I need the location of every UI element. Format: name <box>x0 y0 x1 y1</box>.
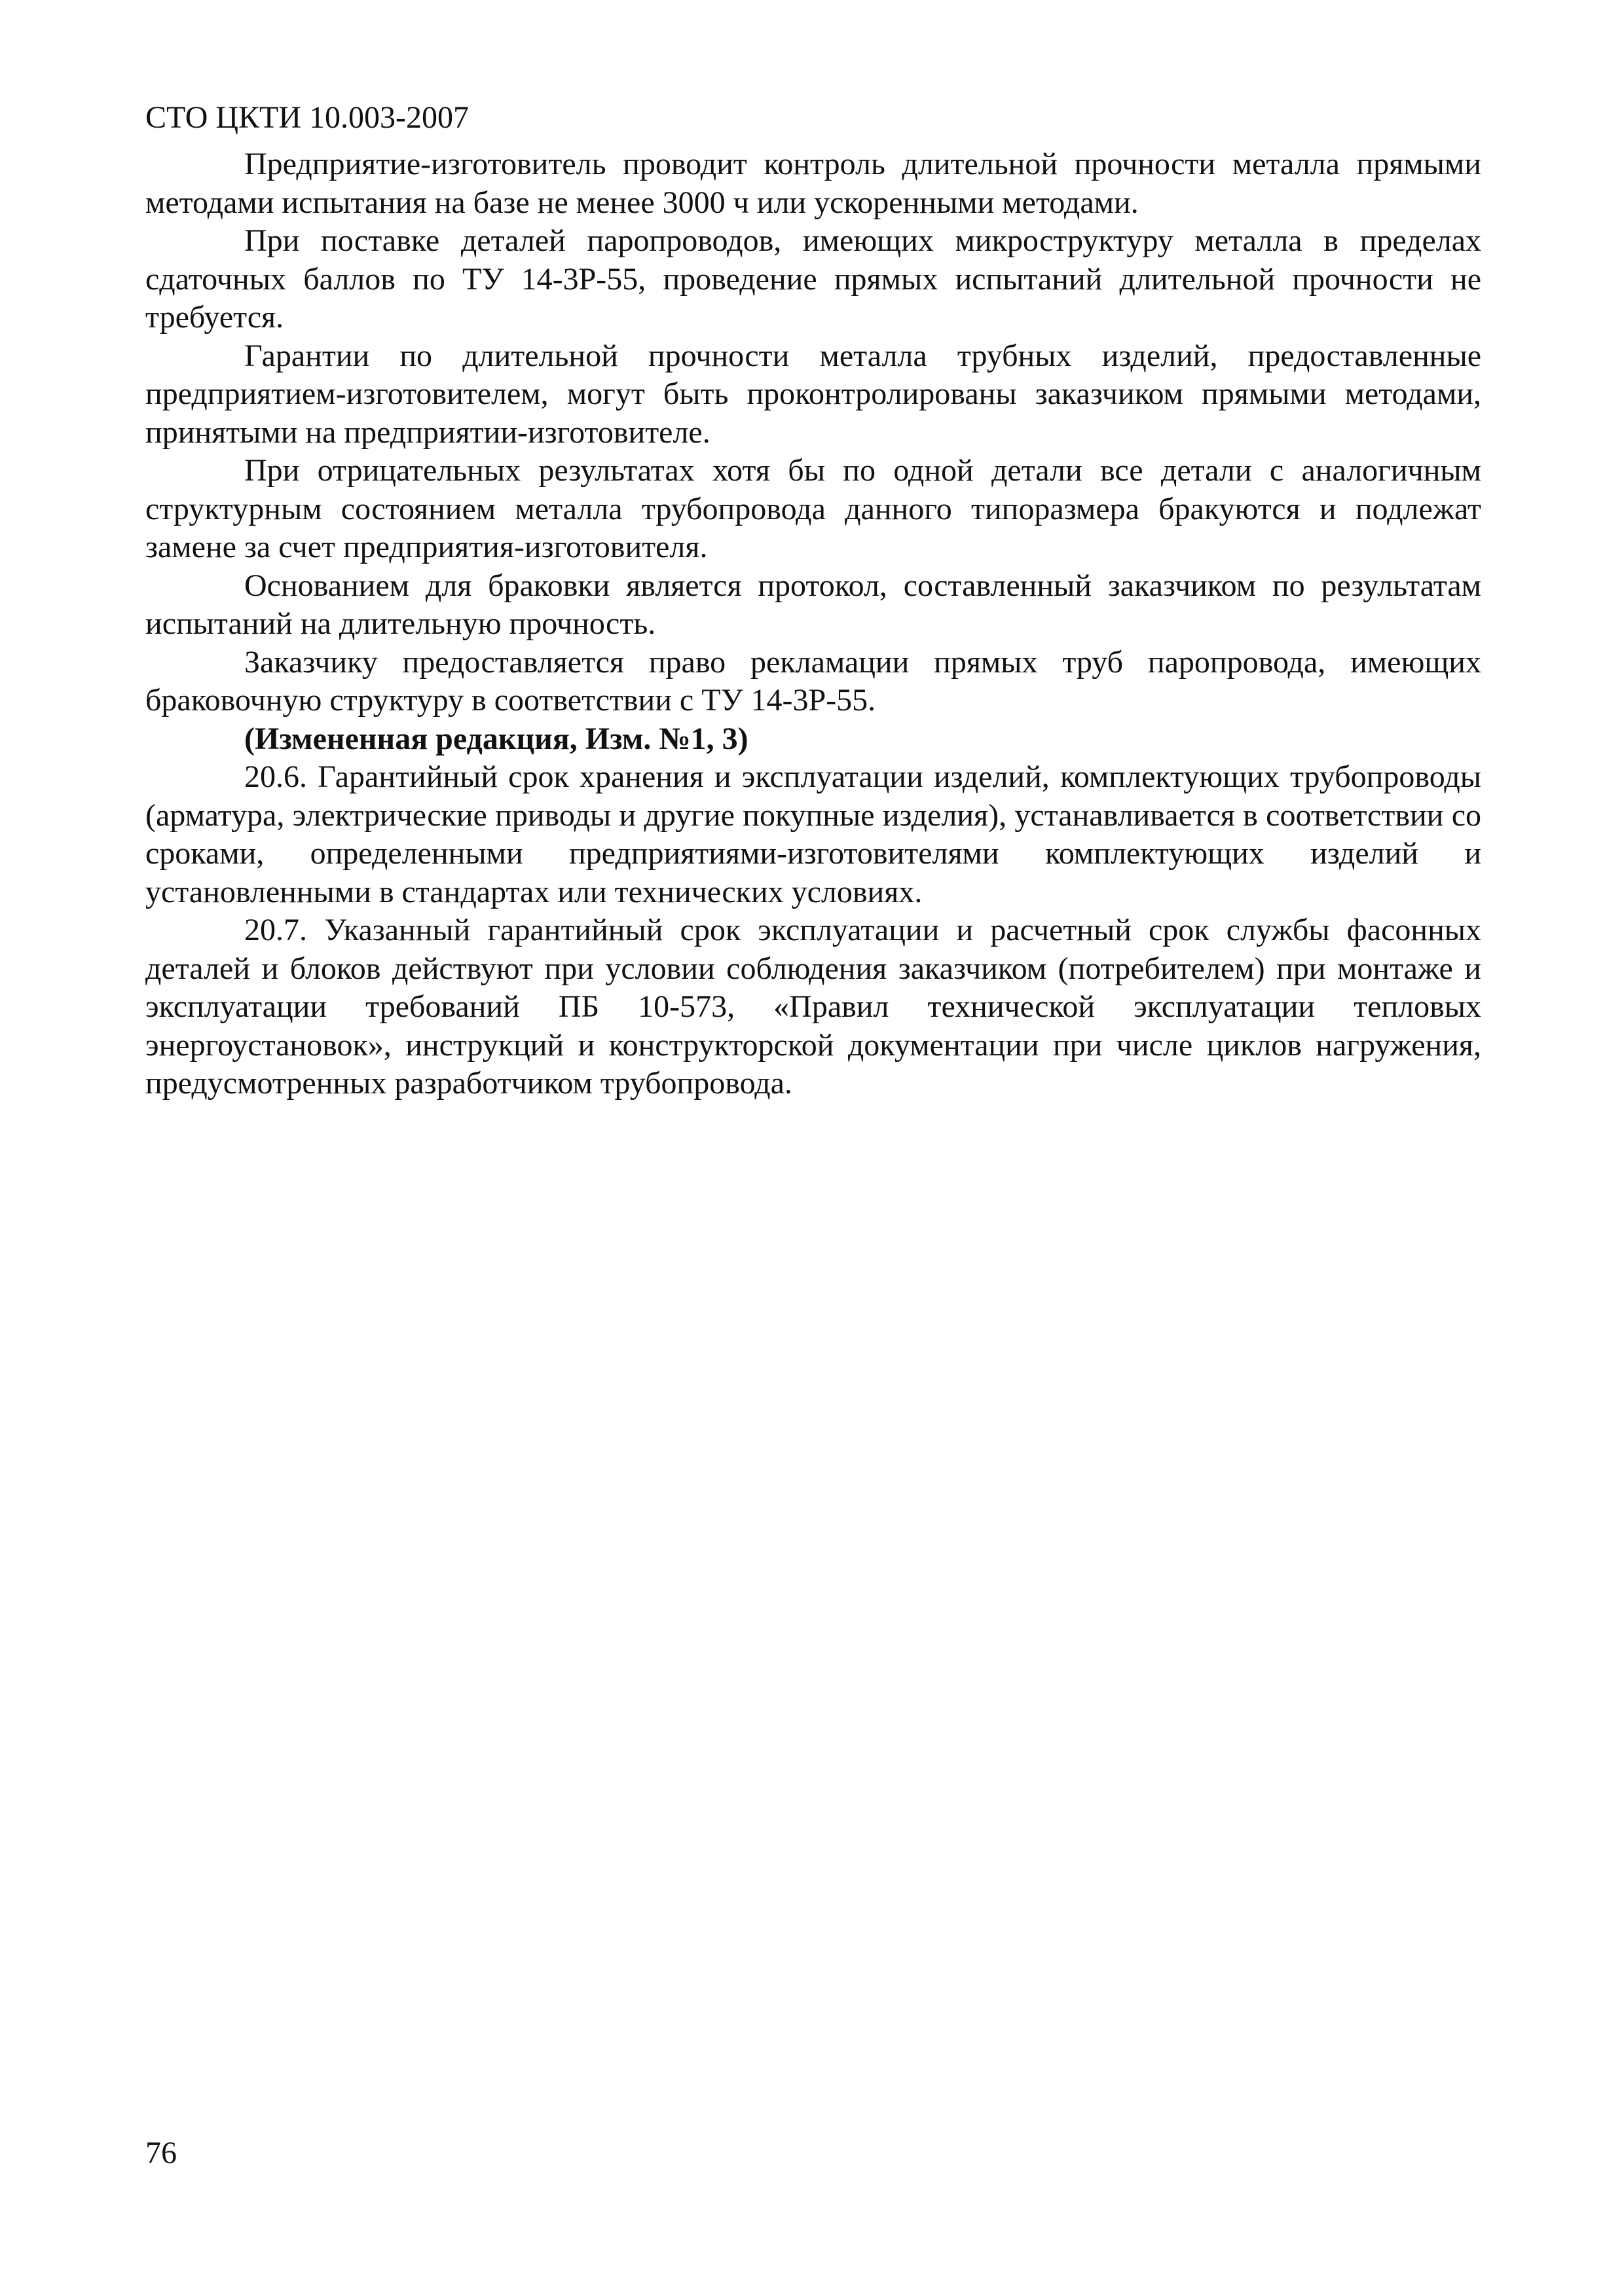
page-number: 76 <box>145 2136 177 2170</box>
paragraph-quality-control: Предприятие-изготовитель проводит контроль длительной прочности металла прямыми методами испытания на базе не менее 3000 ч или ускоренными методами. <box>145 147 1481 220</box>
paragraph-guarantees: Гарантии по длительной прочности металла трубных изделий, предоставленные предприятием-изготовителем, могут быть проконтролированы заказчиком прямыми методами, принятыми на предприятии-изготовителе. <box>145 338 1481 450</box>
document-body <box>145 145 1481 1103</box>
document-header: СТО ЦКТИ 10.003-2007 <box>145 100 470 135</box>
paragraph-clause-20-7: 20.7. Указанный гарантийный срок эксплуатации и расчетный срок службы фасонных деталей и блоков действуют при условии соблюдения заказчиком (потребителем) при монтаже и эксплуатации требований ПБ 10-573, «Правил технической эксплуатации тепловых энергоустановок», инструкций и конструкторской документации при числе циклов нагружения, предусмотренных разработчиком трубопровода. <box>145 913 1481 1101</box>
paragraph-revision-note: (Измененная редакция, Изм. №1, 3) <box>244 721 748 756</box>
paragraph-claims: Заказчику предоставляется право рекламации прямых труб паропровода, имеющих браковочную структуру в соответствии с ТУ 14-3Р-55. <box>145 644 1481 718</box>
paragraph-negative-results: При отрицательных результатах хотя бы по одной детали все детали с аналогичным структурным состоянием металла трубопровода данного типоразмера бракуются и подлежат замене за счет предприятия-изготовителя. <box>145 453 1481 564</box>
paragraph-rejection-basis: Основанием для браковки является протокол, составленный заказчиком по результатам испытаний на длительную прочность. <box>145 568 1481 641</box>
paragraph-microstructure: При поставке деталей паропроводов, имеющих микроструктуру металла в пределах сдаточных баллов по ТУ 14-3Р-55, проведение прямых испытаний длительной прочности не требуется. <box>145 223 1481 335</box>
paragraph-clause-20-6: 20.6. Гарантийный срок хранения и эксплуатации изделий, комплектующих трубопроводы (арматура, электрические приводы и другие покупные изделия), устанавливается в соответствии со сроками, определенными предприятиями-изготовителями комплектующих изделий и установленными в стандартах или технических условиях. <box>145 759 1481 909</box>
